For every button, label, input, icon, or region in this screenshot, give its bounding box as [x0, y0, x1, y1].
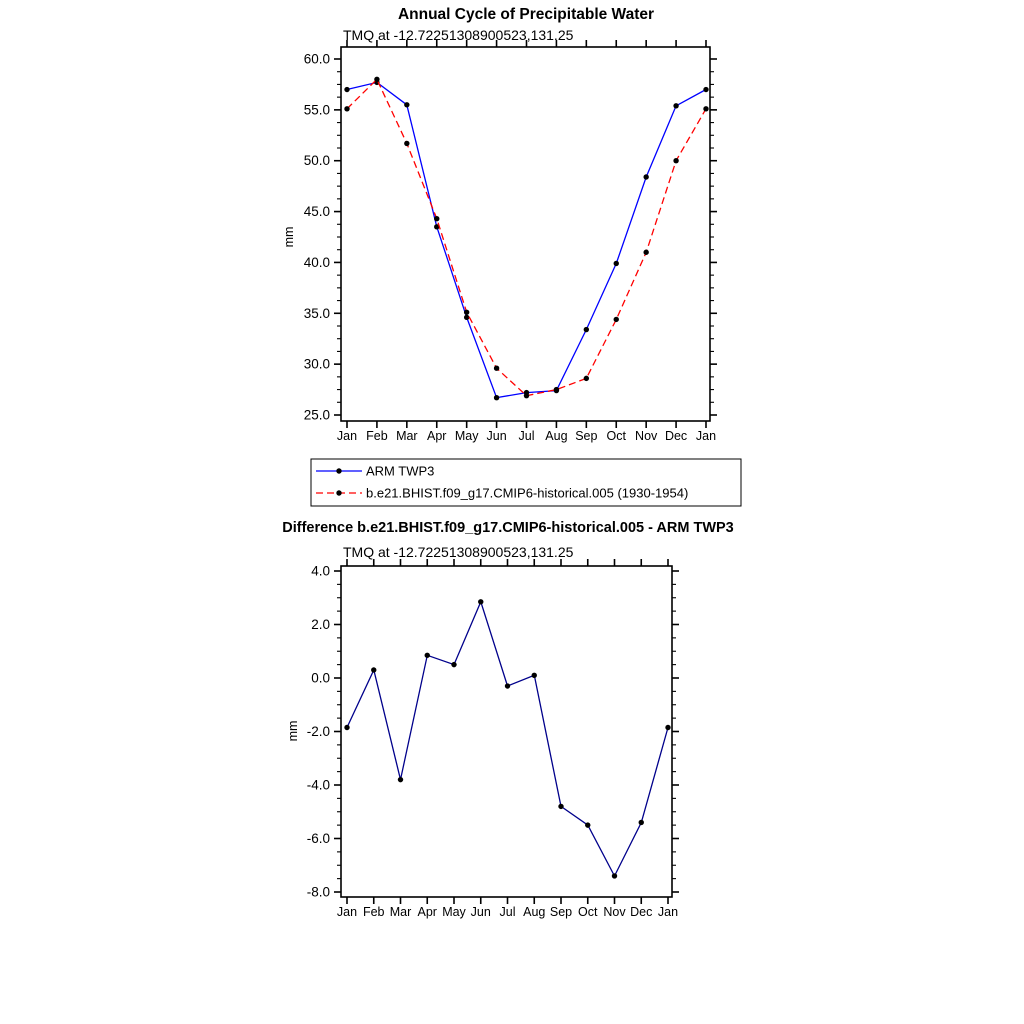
x-tick-label: Jan: [336, 905, 358, 919]
bottom-chart-y-axis-label: mm: [286, 720, 300, 742]
x-tick-label: Oct: [578, 905, 598, 919]
data-point-marker: [584, 327, 589, 332]
x-tick-label: Sep: [575, 429, 598, 443]
bottom-chart-axes: [307, 559, 679, 919]
y-tick-label: 55.0: [303, 102, 330, 118]
data-point-marker: [374, 77, 379, 82]
data-point-marker: [673, 158, 678, 163]
data-point-marker: [703, 106, 708, 111]
top-chart-title: Annual Cycle of Precipitable Water: [397, 6, 655, 23]
data-point-marker: [344, 725, 349, 730]
x-tick-label: May: [454, 429, 479, 443]
x-tick-label: Jun: [470, 905, 491, 919]
data-point-marker: [505, 683, 510, 688]
y-tick-label: 4.0: [311, 563, 330, 579]
data-point-marker: [612, 873, 617, 878]
x-tick-label: Apr: [417, 905, 437, 919]
top-chart-series: [344, 77, 708, 401]
data-point-marker: [434, 216, 439, 221]
legend-marker: [336, 468, 341, 473]
plot-frame: [341, 566, 672, 897]
legend-label: b.e21.BHIST.f09_g17.CMIP6-historical.005 (1930-1954): [366, 485, 689, 501]
data-point-marker: [639, 820, 644, 825]
data-point-marker: [425, 653, 430, 658]
data-point-marker: [478, 599, 483, 604]
data-point-marker: [673, 103, 678, 108]
data-point-marker: [344, 106, 349, 111]
x-tick-label: Jul: [499, 905, 516, 919]
y-tick-label: 25.0: [303, 407, 330, 423]
x-tick-label: Mar: [389, 905, 412, 919]
data-point-marker: [494, 395, 499, 400]
x-tick-label: Jan: [695, 429, 717, 443]
data-point-marker: [585, 822, 590, 827]
x-tick-label: Feb: [366, 429, 388, 443]
data-point-marker: [643, 250, 648, 255]
x-tick-label: Sep: [549, 905, 573, 919]
legend-label: ARM TWP3: [366, 463, 435, 479]
data-point-marker: [404, 141, 409, 146]
data-point-marker: [344, 87, 349, 92]
x-tick-label: May: [442, 905, 466, 919]
data-point-marker: [554, 387, 559, 392]
y-tick-label: -8.0: [306, 884, 330, 900]
data-point-marker: [614, 317, 619, 322]
y-tick-label: -4.0: [306, 777, 330, 793]
x-tick-label: Jan: [336, 429, 358, 443]
legend-marker: [336, 490, 341, 495]
y-tick-label: 40.0: [303, 254, 330, 270]
bottom-chart-subtitle: TMQ at -12.72251308900523,131.25: [343, 544, 574, 560]
y-tick-label: 30.0: [303, 356, 330, 372]
y-tick-label: 2.0: [311, 617, 330, 632]
bottom-chart-title: Difference b.e21.BHIST.f09_g17.CMIP6-historical.005 - ARM TWP3: [282, 520, 734, 536]
x-tick-label: Nov: [635, 429, 658, 443]
data-point-marker: [371, 667, 376, 672]
data-point-marker: [665, 725, 670, 730]
y-tick-label: 0.0: [311, 670, 330, 686]
data-point-marker: [614, 261, 619, 266]
x-tick-label: Jan: [657, 905, 679, 919]
data-point-marker: [494, 366, 499, 371]
series-line: [347, 79, 706, 395]
x-tick-label: Apr: [427, 429, 447, 443]
top-chart-legend: [311, 459, 741, 506]
y-tick-label: 60.0: [303, 51, 330, 67]
y-tick-label: 50.0: [303, 153, 330, 169]
y-tick-label: -6.0: [306, 831, 330, 846]
data-point-marker: [404, 102, 409, 107]
data-point-marker: [532, 673, 537, 678]
y-tick-label: 35.0: [303, 305, 330, 321]
data-point-marker: [524, 393, 529, 398]
y-tick-label: -2.0: [306, 724, 330, 739]
x-tick-label: Jun: [486, 429, 507, 443]
x-tick-label: Dec: [630, 905, 653, 919]
plot-frame: [341, 47, 710, 421]
x-tick-label: Dec: [664, 429, 688, 443]
data-point-marker: [464, 310, 469, 315]
data-point-marker: [398, 777, 403, 782]
top-chart-subtitle: TMQ at -12.72251308900523,131.25: [343, 27, 574, 43]
series-line: [347, 82, 706, 397]
x-tick-label: Aug: [545, 429, 568, 443]
top-chart-axes: [304, 40, 717, 443]
x-tick-label: Nov: [603, 905, 626, 919]
y-tick-label: 45.0: [303, 204, 330, 220]
data-point-marker: [703, 87, 708, 92]
bottom-chart-series: [344, 599, 670, 879]
data-point-marker: [558, 804, 563, 809]
data-point-marker: [643, 174, 648, 179]
x-tick-label: Aug: [523, 905, 546, 919]
x-tick-label: Mar: [396, 429, 418, 443]
data-point-marker: [584, 376, 589, 381]
x-tick-label: Oct: [606, 429, 626, 443]
x-tick-label: Feb: [362, 905, 385, 919]
x-tick-label: Jul: [518, 429, 535, 443]
series-line: [347, 602, 668, 876]
data-point-marker: [464, 315, 469, 320]
data-point-marker: [451, 662, 456, 667]
top-chart-y-axis-label: mm: [282, 226, 296, 248]
